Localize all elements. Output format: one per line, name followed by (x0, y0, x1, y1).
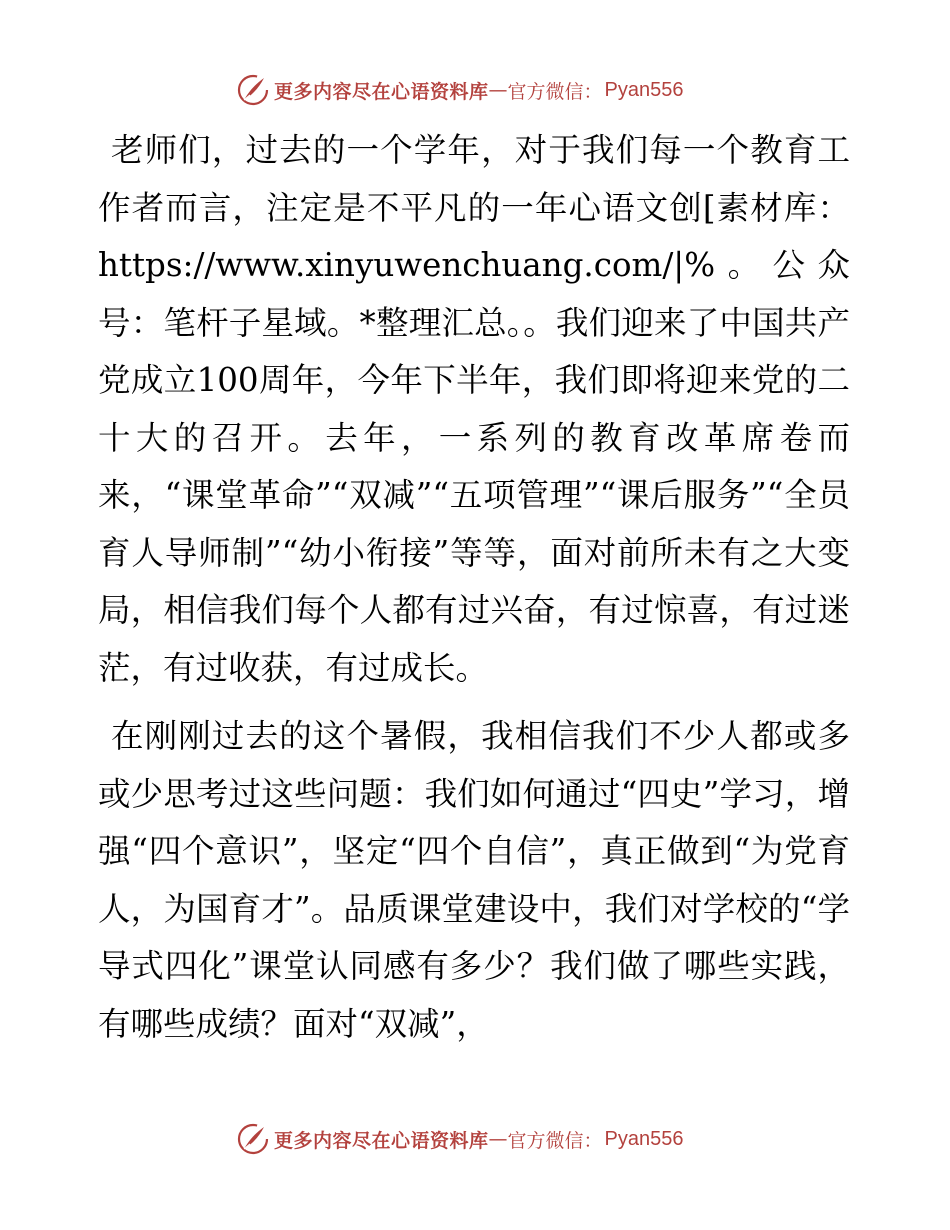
banner-main-text: 更多内容尽在心语资料库 (274, 80, 489, 103)
paragraph-1: 老师们，过去的一个学年，对于我们每一个教育工作者而言，注定是不平凡的一年心语文创[素材库：https://www.xinyuwenchuang.com/|%。公众号：笔杆子星域。*整理汇总。。我们迎来了中国共产党成立100周年，今年下半年，我们即将迎来党的二十大的召开。去年，一系列的教育改革席卷而来，“课堂革命”“双减”“五项管理”“课后服务”“全员育人导师制”“幼小衔接”等等，面对前所未有之大变局，相信我们每个人都有过兴奋，有过惊喜，有过迷茫，有过收获，有过成长。 (98, 131, 850, 687)
quill-logo-icon (236, 1122, 270, 1156)
header-banner (236, 72, 756, 108)
banner-dash: — (488, 79, 508, 101)
banner-wechat-label: 官方微信： (507, 1129, 603, 1152)
document-body (98, 122, 850, 1053)
banner-wechat-id: Pyan556 (604, 1127, 684, 1150)
banner-main-text: 更多内容尽在心语资料库 (274, 1129, 489, 1152)
banner-wechat-id: Pyan556 (604, 78, 684, 101)
footer-banner (236, 1121, 756, 1157)
banner-wechat-label: 官方微信： (507, 80, 603, 103)
paragraph-2: 在刚刚过去的这个暑假，我相信我们不少人都或多或少思考过这些问题：我们如何通过“四史”学习，增强“四个意识”，坚定“四个自信”，真正做到“为党育人，为国育才”。品质课堂建设中，我们对学校的“学导式四化”课堂认同感有多少？我们做了哪些实践，有哪些成绩？面对“双减”， (98, 717, 850, 1043)
banner-dash: — (488, 1128, 508, 1150)
quill-logo-icon (236, 73, 270, 107)
